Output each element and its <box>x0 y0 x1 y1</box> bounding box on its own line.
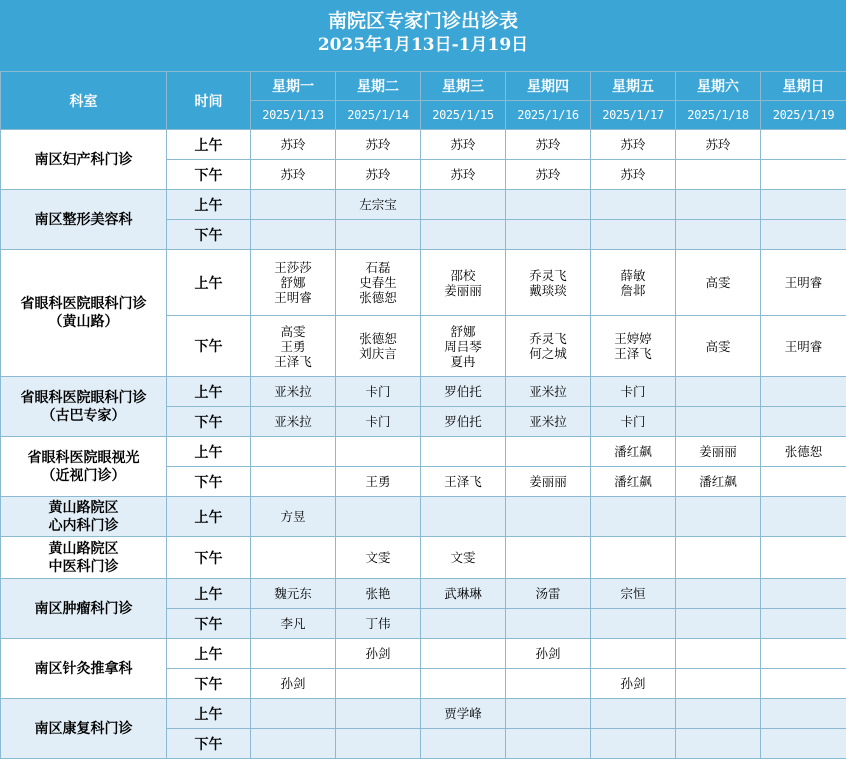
table-row <box>1 579 846 609</box>
doctor-name: 左宗宝 <box>359 197 397 212</box>
schedule-cell <box>761 130 846 160</box>
schedule-cell <box>251 497 336 537</box>
schedule-cell <box>421 220 506 250</box>
doctor-name: 潘红飙 <box>614 444 652 459</box>
schedule-cell <box>676 537 761 579</box>
doctor-name: 卡门 <box>620 384 646 399</box>
schedule-cell <box>591 699 676 729</box>
weekday-header: 星期六 <box>676 72 761 101</box>
schedule-cell <box>336 220 421 250</box>
doctor-name: 孙剑 <box>280 676 306 691</box>
schedule-cell <box>421 377 506 407</box>
schedule-cell <box>336 407 421 437</box>
schedule-cell <box>761 639 846 669</box>
department-name <box>1 699 167 759</box>
time-slot: 上午 <box>167 579 251 609</box>
schedule-cell <box>336 130 421 160</box>
department-name <box>1 250 167 377</box>
schedule-cell <box>591 467 676 497</box>
schedule-cell <box>251 190 336 220</box>
schedule-cell <box>421 609 506 639</box>
department-name-line: 南区整形美容科 <box>34 211 133 228</box>
schedule-cell <box>251 467 336 497</box>
date-header: 2025/1/16 <box>506 101 591 130</box>
department-name-line: （古巴专家） <box>41 407 126 424</box>
schedule-cell <box>591 316 676 377</box>
doctor-name: 高雯 <box>280 323 306 339</box>
doctor-name: 孙剑 <box>620 676 646 691</box>
doctor-name: 亚米拉 <box>529 384 567 399</box>
schedule-cell <box>761 407 846 437</box>
department-name <box>1 579 167 639</box>
schedule-cell <box>336 190 421 220</box>
schedule-cell <box>506 497 591 537</box>
schedule-cell <box>761 316 846 377</box>
schedule-cell <box>251 407 336 437</box>
schedule-cell <box>251 437 336 467</box>
date-header: 2025/1/17 <box>591 101 676 130</box>
schedule-cell <box>591 537 676 579</box>
doctor-name: 王勇 <box>365 474 391 489</box>
schedule-cell <box>761 497 846 537</box>
doctor-name: 文雯 <box>365 550 391 565</box>
schedule-table <box>0 71 846 759</box>
table-row <box>1 497 846 537</box>
schedule-cell <box>421 160 506 190</box>
schedule-cell <box>421 729 506 759</box>
doctor-name: 王泽飞 <box>614 346 652 361</box>
schedule-cell <box>676 220 761 250</box>
schedule-cell <box>591 579 676 609</box>
schedule-cell <box>676 579 761 609</box>
table-row <box>1 250 846 316</box>
table-row <box>1 537 846 579</box>
schedule-cell <box>336 537 421 579</box>
date-header: 2025/1/15 <box>421 101 506 130</box>
schedule-cell <box>421 639 506 669</box>
doctor-name: 宗恒 <box>620 586 646 601</box>
schedule-cell <box>676 639 761 669</box>
schedule-cell <box>506 220 591 250</box>
doctor-name: 苏玲 <box>535 137 561 152</box>
schedule-cell <box>591 130 676 160</box>
weekday-header: 星期三 <box>421 72 506 101</box>
schedule-subtitle: 2025年1月13日-1月19日 <box>317 35 529 55</box>
weekday-header: 星期日 <box>761 72 846 101</box>
doctor-name: 亚米拉 <box>274 414 312 429</box>
schedule-cell <box>591 250 676 316</box>
time-slot: 上午 <box>167 377 251 407</box>
doctor-name: 王婷婷 <box>614 331 652 346</box>
time-slot: 上午 <box>167 437 251 467</box>
schedule-cell <box>676 407 761 437</box>
schedule-cell <box>251 537 336 579</box>
doctor-name: 罗伯托 <box>444 384 482 399</box>
schedule-cell <box>591 160 676 190</box>
doctor-name: 夏冉 <box>450 353 476 369</box>
schedule-cell <box>591 729 676 759</box>
schedule-cell <box>676 190 761 220</box>
schedule-cell <box>676 316 761 377</box>
department-name <box>1 537 167 579</box>
doctor-name: 高雯 <box>705 275 731 290</box>
schedule-cell <box>761 609 846 639</box>
department-name-line: 省眼科医院眼科门诊 <box>20 389 147 406</box>
time-column-header: 时间 <box>167 72 251 130</box>
department-name-line: （近视门诊） <box>41 467 126 484</box>
department-name <box>1 377 167 437</box>
schedule-cell <box>761 160 846 190</box>
schedule-cell <box>591 407 676 437</box>
schedule-cell <box>676 377 761 407</box>
time-slot: 下午 <box>167 407 251 437</box>
schedule-cell <box>251 250 336 316</box>
schedule-cell <box>251 316 336 377</box>
schedule-cell <box>761 220 846 250</box>
department-name-line: 省眼科医院眼视光 <box>27 449 140 466</box>
doctor-name: 李凡 <box>280 616 306 631</box>
schedule-cell <box>761 579 846 609</box>
schedule-cell <box>251 579 336 609</box>
schedule-cell <box>676 699 761 729</box>
schedule-cell <box>506 467 591 497</box>
weekday-header: 星期四 <box>506 72 591 101</box>
doctor-name: 刘庆言 <box>359 346 397 361</box>
schedule-cell <box>761 190 846 220</box>
time-slot: 下午 <box>167 467 251 497</box>
department-name-line: 省眼科医院眼科门诊 <box>20 296 147 312</box>
doctor-name: 王泽飞 <box>274 353 312 369</box>
schedule-cell <box>506 639 591 669</box>
schedule-cell <box>506 190 591 220</box>
doctor-name: 苏玲 <box>280 137 306 152</box>
doctor-name: 文雯 <box>450 550 476 565</box>
schedule-cell <box>336 467 421 497</box>
doctor-name: 薛敏 <box>620 267 646 283</box>
doctor-name: 王明睿 <box>784 338 823 354</box>
doctor-name: 戴琰琰 <box>529 282 567 298</box>
schedule-cell <box>506 579 591 609</box>
doctor-name: 贾学峰 <box>444 706 482 721</box>
time-slot: 下午 <box>167 609 251 639</box>
time-slot: 下午 <box>167 729 251 759</box>
doctor-name: 舒娜 <box>450 323 476 339</box>
schedule-cell <box>591 497 676 537</box>
doctor-name: 周吕琴 <box>444 338 482 354</box>
department-name <box>1 190 167 250</box>
doctor-name: 卡门 <box>365 414 391 429</box>
weekday-header-row <box>1 72 846 101</box>
doctor-name: 张艳 <box>365 586 391 601</box>
schedule-cell <box>761 437 846 467</box>
doctor-name: 孙剑 <box>365 646 391 661</box>
schedule-cell <box>761 377 846 407</box>
schedule-cell <box>506 250 591 316</box>
schedule-cell <box>676 497 761 537</box>
schedule-cell <box>506 160 591 190</box>
department-name-line: 中医科门诊 <box>48 558 119 575</box>
doctor-name: 史春生 <box>359 275 397 290</box>
department-name-line: 黄山路院区 <box>48 499 119 516</box>
date-header: 2025/1/19 <box>761 101 846 130</box>
schedule-cell <box>336 316 421 377</box>
date-header: 2025/1/14 <box>336 101 421 130</box>
doctor-name: 何之城 <box>529 346 567 361</box>
schedule-cell <box>336 160 421 190</box>
department-name-line: 心内科门诊 <box>48 517 119 534</box>
schedule-cell <box>421 497 506 537</box>
department-name-line: （黄山路） <box>48 314 119 330</box>
schedule-body <box>1 130 846 759</box>
doctor-name: 王莎莎 <box>274 260 312 275</box>
schedule-cell <box>251 220 336 250</box>
schedule-cell <box>506 316 591 377</box>
time-slot: 上午 <box>167 130 251 160</box>
schedule-cell <box>336 437 421 467</box>
schedule-cell <box>251 130 336 160</box>
time-slot: 上午 <box>167 639 251 669</box>
doctor-name: 卡门 <box>365 384 391 399</box>
schedule-cell <box>761 669 846 699</box>
time-slot: 上午 <box>167 250 251 316</box>
table-row <box>1 377 846 407</box>
schedule-cell <box>591 609 676 639</box>
schedule-cell <box>336 699 421 729</box>
schedule-cell <box>421 190 506 220</box>
schedule-cell <box>336 497 421 537</box>
schedule-cell <box>676 160 761 190</box>
schedule-cell <box>506 537 591 579</box>
schedule-cell <box>336 250 421 316</box>
doctor-name: 高雯 <box>705 338 731 354</box>
schedule-cell <box>421 130 506 160</box>
schedule-cell <box>421 437 506 467</box>
doctor-name: 潘红飙 <box>614 474 652 489</box>
schedule-cell <box>336 609 421 639</box>
department-name <box>1 130 167 190</box>
schedule-cell <box>591 437 676 467</box>
schedule-cell <box>761 250 846 316</box>
doctor-name: 苏玲 <box>450 137 476 152</box>
doctor-name: 詹邶 <box>620 282 646 298</box>
schedule-cell <box>591 669 676 699</box>
date-header: 2025/1/18 <box>676 101 761 130</box>
schedule-cell <box>421 669 506 699</box>
schedule-cell <box>506 729 591 759</box>
department-name <box>1 437 167 497</box>
time-slot: 下午 <box>167 537 251 579</box>
time-slot: 下午 <box>167 220 251 250</box>
doctor-name: 石磊 <box>365 260 391 275</box>
schedule-cell <box>676 467 761 497</box>
doctor-name: 潘红飙 <box>699 474 737 489</box>
table-row <box>1 699 846 729</box>
time-slot: 下午 <box>167 316 251 377</box>
schedule-cell <box>336 669 421 699</box>
time-slot: 上午 <box>167 497 251 537</box>
table-row <box>1 437 846 467</box>
table-row <box>1 130 846 160</box>
doctor-name: 丁伟 <box>365 616 391 631</box>
doctor-name: 卡门 <box>620 414 646 429</box>
doctor-name: 苏玲 <box>280 167 306 182</box>
schedule-cell <box>591 190 676 220</box>
doctor-name: 邵校 <box>450 267 476 283</box>
schedule-cell <box>421 537 506 579</box>
schedule-cell <box>251 160 336 190</box>
schedule-cell <box>591 377 676 407</box>
schedule-cell <box>676 729 761 759</box>
doctor-name: 魏元东 <box>274 586 312 601</box>
doctor-name: 汤雷 <box>535 586 561 601</box>
department-name-line: 南区肿瘤科门诊 <box>34 600 133 617</box>
department-name-line: 南区针灸推拿科 <box>34 660 133 677</box>
schedule-cell <box>506 437 591 467</box>
doctor-name: 苏玲 <box>365 167 391 182</box>
schedule-cell <box>336 377 421 407</box>
doctor-name: 亚米拉 <box>529 414 567 429</box>
schedule-cell <box>421 250 506 316</box>
schedule-cell <box>506 377 591 407</box>
doctor-name: 王明睿 <box>274 290 312 305</box>
schedule-cell <box>676 437 761 467</box>
schedule-cell <box>761 729 846 759</box>
doctor-name: 孙剑 <box>535 646 561 661</box>
doctor-name: 亚米拉 <box>274 384 312 399</box>
weekday-header: 星期五 <box>591 72 676 101</box>
schedule-cell <box>506 609 591 639</box>
schedule-cell <box>506 130 591 160</box>
dept-column-header: 科室 <box>1 72 167 130</box>
schedule-cell <box>421 467 506 497</box>
schedule-cell <box>421 407 506 437</box>
schedule-title: 南院区专家门诊出诊表 <box>327 10 518 32</box>
doctor-name: 王明睿 <box>784 275 823 290</box>
schedule-cell <box>591 639 676 669</box>
schedule-cell <box>676 669 761 699</box>
time-slot: 下午 <box>167 160 251 190</box>
doctor-name: 方昱 <box>280 509 306 524</box>
doctor-name: 苏玲 <box>705 137 731 152</box>
schedule-cell <box>761 699 846 729</box>
schedule-header <box>0 0 846 71</box>
doctor-name: 乔灵飞 <box>529 331 567 346</box>
schedule-cell <box>251 609 336 639</box>
schedule-cell <box>251 377 336 407</box>
time-slot: 下午 <box>167 669 251 699</box>
schedule-cell <box>506 699 591 729</box>
weekday-header: 星期一 <box>251 72 336 101</box>
schedule-cell <box>506 407 591 437</box>
schedule-cell <box>591 220 676 250</box>
doctor-name: 苏玲 <box>365 137 391 152</box>
doctor-name: 苏玲 <box>450 167 476 182</box>
time-slot: 上午 <box>167 190 251 220</box>
department-name <box>1 639 167 699</box>
doctor-name: 张德恕 <box>359 290 397 305</box>
schedule-cell <box>421 699 506 729</box>
schedule-cell <box>336 639 421 669</box>
schedule-cell <box>421 316 506 377</box>
schedule-cell <box>251 669 336 699</box>
date-header: 2025/1/13 <box>251 101 336 130</box>
schedule-cell <box>761 537 846 579</box>
table-row <box>1 639 846 669</box>
schedule-cell <box>421 579 506 609</box>
department-name-line: 南区康复科门诊 <box>34 720 133 737</box>
doctor-name: 姜丽丽 <box>699 444 737 459</box>
department-name-line: 南区妇产科门诊 <box>34 151 133 168</box>
doctor-name: 姜丽丽 <box>529 474 567 489</box>
schedule-cell <box>251 729 336 759</box>
schedule-cell <box>336 579 421 609</box>
time-slot: 上午 <box>167 699 251 729</box>
schedule-cell <box>676 250 761 316</box>
schedule-cell <box>761 467 846 497</box>
doctor-name: 王泽飞 <box>444 474 482 489</box>
doctor-name: 苏玲 <box>620 167 646 182</box>
schedule-cell <box>506 669 591 699</box>
schedule-cell <box>251 639 336 669</box>
doctor-name: 王勇 <box>280 338 306 354</box>
doctor-name: 姜丽丽 <box>444 282 482 298</box>
schedule-cell <box>336 729 421 759</box>
doctor-name: 罗伯托 <box>444 414 482 429</box>
schedule-cell <box>251 699 336 729</box>
doctor-name: 武琳琳 <box>444 586 482 601</box>
schedule-cell <box>676 130 761 160</box>
doctor-name: 张德恕 <box>359 331 397 346</box>
department-name-line: 黄山路院区 <box>48 540 119 557</box>
doctor-name: 苏玲 <box>620 137 646 152</box>
doctor-name: 苏玲 <box>535 167 561 182</box>
weekday-header: 星期二 <box>336 72 421 101</box>
schedule-cell <box>676 609 761 639</box>
doctor-name: 乔灵飞 <box>529 267 567 283</box>
table-row <box>1 190 846 220</box>
doctor-name: 舒娜 <box>280 275 306 290</box>
department-name <box>1 497 167 537</box>
doctor-name: 张德恕 <box>784 444 823 459</box>
